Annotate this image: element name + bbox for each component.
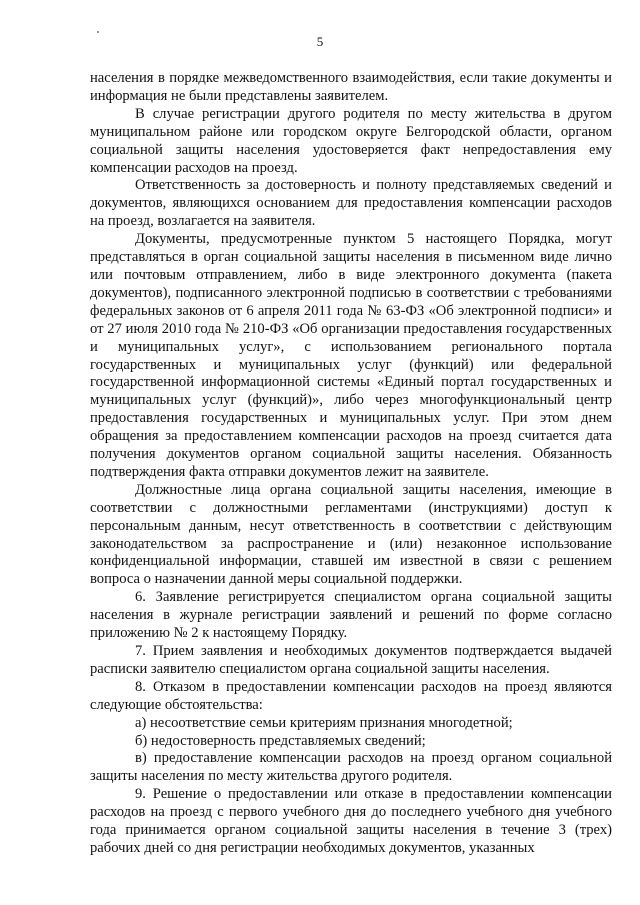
paragraph-continuation: населения в порядке межведомственного взаимодействия, если такие документы и информация не были представлены заявителем.: [90, 70, 612, 104]
page-number: 5: [316, 34, 324, 49]
paragraph-other-parent-registration: В случае регистрации другого родителя по месту жительства в другом муниципальном районе или городском округе Белгородской области, органом социальной защиты населения удостоверяется факт непредоставления ему компенсации расходов на проезд.: [90, 105, 612, 176]
paragraph-item-6: 6. Заявление регистрируется специалистом органа социальной защиты населения в журнале регистрации заявлений и решений по форме согласно приложению № 2 к настоящему Порядку.: [90, 589, 612, 642]
paragraph-item-8: 8. Отказом в предоставлении компенсации расходов на проезд являются следующие обстоятельства:: [90, 678, 612, 713]
paragraph-item-8a: а) несоответствие семьи критериям признания многодетной;: [135, 714, 513, 731]
paragraph-document-submission: Документы, предусмотренные пунктом 5 настоящего Порядка, могут представляться в орган социальной защиты населения в письменном виде лично или почтовым отправлением, либо в виде электронного документа (пакета документов), подписанного электронной подписью в соответствии с требованиями федеральных законов от 6 апреля 2011 года № 63-ФЗ «Об электронной подписи» и от 27 июля 2010 года № 210-ФЗ «Об организации предоставления государственных и муниципальных услуг», с использованием регионального портала государственных и муниципальных услуг (функций) или федеральной государственной информационной системы «Единый портал государственных и муниципальных услуг (функций)», либо через многофункциональный центр предоставления государственных и муниципальных услуг. При этом днем обращения за предоставлением компенсации расходов на проезд считается дата получения документов органом социальной защиты населения. Обязанность подтверждения факта отправки документов лежит на заявителе.: [90, 231, 612, 480]
paragraph-responsibility: Ответственность за достоверность и полноту представляемых сведений и документов, являющихся основанием для предоставления компенсации расходов на проезд, возлагается на заявителя.: [90, 177, 612, 230]
scan-speck: [97, 31, 99, 33]
paragraph-item-7: 7. Прием заявления и необходимых документов подтверждается выдачей расписки заявителю специалистом органа социальной защиты населения.: [90, 643, 612, 677]
document-body: [90, 70, 612, 858]
paragraph-item-8c: в) предоставление компенсации расходов на проезд органом социальной защиты населения по месту жительства другого родителя.: [90, 750, 612, 785]
paragraph-item-8b: б) недостоверность представляемых сведений;: [135, 732, 426, 749]
paragraph-officials-liability: Должностные лица органа социальной защиты населения, имеющие в соответствии с должностными регламентами (инструкциями) доступ к персональным данным, несут ответственность в соответствии с действующим законодательством за распространение и (или) незаконное использование конфиденциальной информации, ставшей им известной в связи с решением вопроса о назначении данной меры социальной поддержки.: [90, 481, 612, 588]
paragraph-item-9: 9. Решение о предоставлении или отказе в предоставлении компенсации расходов на проезд с первого учебного дня до последнего учебного дня учебного года принимается органом социальной защиты населения в течение 3 (трех) рабочих дней со дня регистрации необходимых документов, указанных: [90, 786, 612, 856]
